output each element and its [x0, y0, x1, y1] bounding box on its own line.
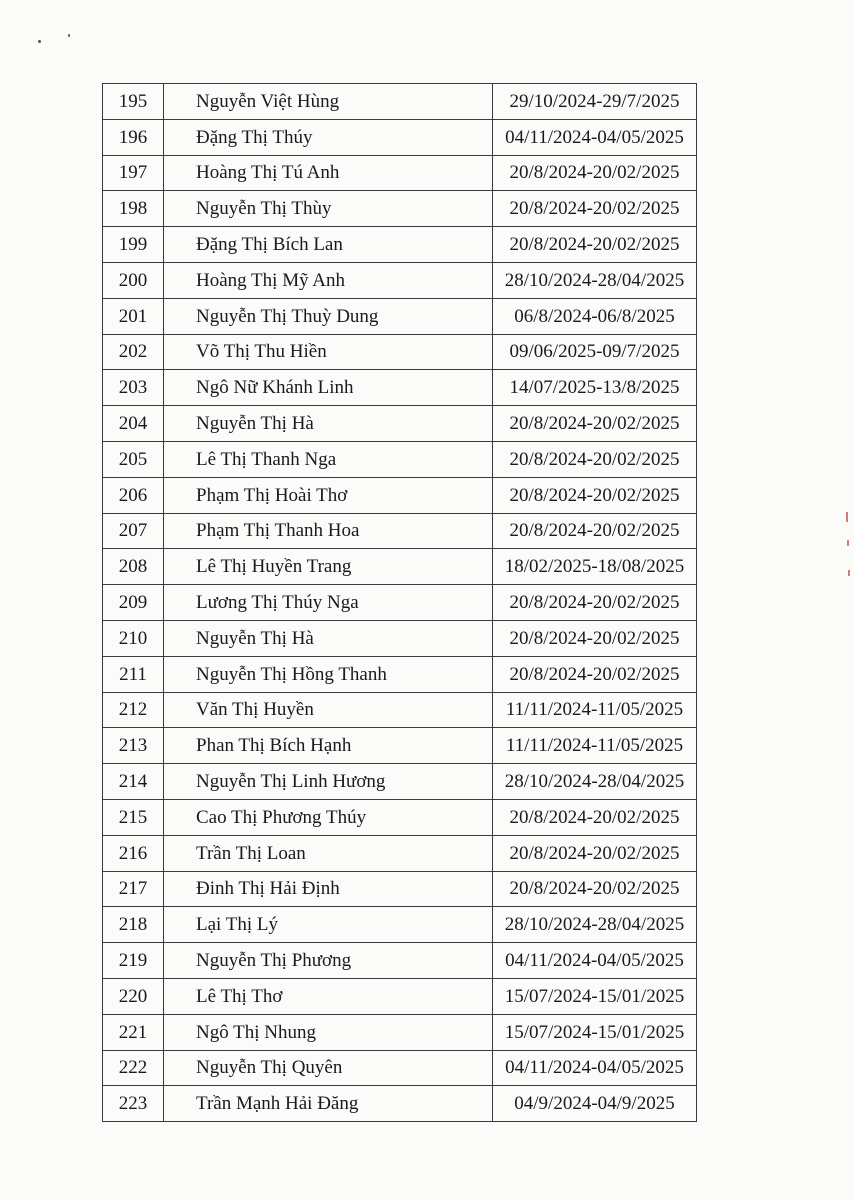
- table-row: [103, 477, 697, 513]
- row-number-cell: 206: [103, 477, 164, 513]
- row-number-cell: 199: [103, 227, 164, 263]
- row-number-cell: 217: [103, 871, 164, 907]
- row-number-cell: 196: [103, 119, 164, 155]
- scan-edge-mark: [848, 570, 850, 576]
- date-range-cell: 20/8/2024-20/02/2025: [493, 191, 697, 227]
- row-number-cell: 214: [103, 764, 164, 800]
- date-range-cell: 20/8/2024-20/02/2025: [493, 406, 697, 442]
- date-range-cell: 28/10/2024-28/04/2025: [493, 262, 697, 298]
- date-range-cell: 20/8/2024-20/02/2025: [493, 227, 697, 263]
- table-row: [103, 84, 697, 120]
- full-name-cell: Phạm Thị Thanh Hoa: [164, 513, 493, 549]
- row-number-cell: 198: [103, 191, 164, 227]
- table-row: [103, 978, 697, 1014]
- row-number-cell: 211: [103, 656, 164, 692]
- date-range-cell: 20/8/2024-20/02/2025: [493, 513, 697, 549]
- row-number-cell: 200: [103, 262, 164, 298]
- row-number-cell: 221: [103, 1014, 164, 1050]
- date-range-cell: 11/11/2024-11/05/2025: [493, 728, 697, 764]
- full-name-cell: Phan Thị Bích Hạnh: [164, 728, 493, 764]
- table-row: [103, 406, 697, 442]
- full-name-cell: Nguyễn Thị Thuỳ Dung: [164, 298, 493, 334]
- table-row: [103, 620, 697, 656]
- table-row: [103, 1086, 697, 1122]
- full-name-cell: Nguyễn Thị Thùy: [164, 191, 493, 227]
- table-row: [103, 441, 697, 477]
- table-row: [103, 155, 697, 191]
- full-name-cell: Hoàng Thị Tú Anh: [164, 155, 493, 191]
- full-name-cell: Cao Thị Phương Thúy: [164, 799, 493, 835]
- row-number-cell: 204: [103, 406, 164, 442]
- full-name-cell: Trần Thị Loan: [164, 835, 493, 871]
- full-name-cell: Lương Thị Thúy Nga: [164, 585, 493, 621]
- row-number-cell: 201: [103, 298, 164, 334]
- date-range-cell: 20/8/2024-20/02/2025: [493, 871, 697, 907]
- date-range-cell: 28/10/2024-28/04/2025: [493, 764, 697, 800]
- table-row: [103, 692, 697, 728]
- date-range-cell: 29/10/2024-29/7/2025: [493, 84, 697, 120]
- row-number-cell: 216: [103, 835, 164, 871]
- row-number-cell: 222: [103, 1050, 164, 1086]
- full-name-cell: Lê Thị Thơ: [164, 978, 493, 1014]
- full-name-cell: Đặng Thị Bích Lan: [164, 227, 493, 263]
- table-row: [103, 799, 697, 835]
- row-number-cell: 218: [103, 907, 164, 943]
- table-row: [103, 227, 697, 263]
- row-number-cell: 209: [103, 585, 164, 621]
- full-name-cell: Ngô Thị Nhung: [164, 1014, 493, 1050]
- table-row: [103, 764, 697, 800]
- roster-table-body: [103, 84, 697, 1122]
- date-range-cell: 04/11/2024-04/05/2025: [493, 1050, 697, 1086]
- scan-speck: [38, 40, 41, 43]
- table-row: [103, 334, 697, 370]
- row-number-cell: 195: [103, 84, 164, 120]
- row-number-cell: 208: [103, 549, 164, 585]
- full-name-cell: Trần Mạnh Hải Đăng: [164, 1086, 493, 1122]
- row-number-cell: 197: [103, 155, 164, 191]
- table-row: [103, 907, 697, 943]
- table-row: [103, 191, 697, 227]
- full-name-cell: Đặng Thị Thúy: [164, 119, 493, 155]
- row-number-cell: 220: [103, 978, 164, 1014]
- full-name-cell: Ngô Nữ Khánh Linh: [164, 370, 493, 406]
- full-name-cell: Lê Thị Thanh Nga: [164, 441, 493, 477]
- row-number-cell: 223: [103, 1086, 164, 1122]
- scan-edge-mark: [847, 540, 849, 546]
- table-row: [103, 585, 697, 621]
- scan-speck: [68, 34, 70, 37]
- row-number-cell: 212: [103, 692, 164, 728]
- date-range-cell: 04/9/2024-04/9/2025: [493, 1086, 697, 1122]
- date-range-cell: 18/02/2025-18/08/2025: [493, 549, 697, 585]
- date-range-cell: 20/8/2024-20/02/2025: [493, 620, 697, 656]
- date-range-cell: 06/8/2024-06/8/2025: [493, 298, 697, 334]
- table-row: [103, 119, 697, 155]
- date-range-cell: 11/11/2024-11/05/2025: [493, 692, 697, 728]
- table-row: [103, 262, 697, 298]
- date-range-cell: 20/8/2024-20/02/2025: [493, 155, 697, 191]
- row-number-cell: 213: [103, 728, 164, 764]
- full-name-cell: Nguyễn Thị Quyên: [164, 1050, 493, 1086]
- row-number-cell: 202: [103, 334, 164, 370]
- scan-edge-mark: [846, 512, 848, 522]
- table-row: [103, 370, 697, 406]
- full-name-cell: Nguyễn Thị Hồng Thanh: [164, 656, 493, 692]
- full-name-cell: Đinh Thị Hải Định: [164, 871, 493, 907]
- full-name-cell: Võ Thị Thu Hiền: [164, 334, 493, 370]
- full-name-cell: Lê Thị Huyền Trang: [164, 549, 493, 585]
- full-name-cell: Nguyễn Thị Hà: [164, 620, 493, 656]
- table-row: [103, 835, 697, 871]
- row-number-cell: 219: [103, 943, 164, 979]
- date-range-cell: 04/11/2024-04/05/2025: [493, 119, 697, 155]
- full-name-cell: Phạm Thị Hoài Thơ: [164, 477, 493, 513]
- date-range-cell: 20/8/2024-20/02/2025: [493, 477, 697, 513]
- date-range-cell: 20/8/2024-20/02/2025: [493, 441, 697, 477]
- table-row: [103, 871, 697, 907]
- date-range-cell: 14/07/2025-13/8/2025: [493, 370, 697, 406]
- row-number-cell: 210: [103, 620, 164, 656]
- table-row: [103, 656, 697, 692]
- full-name-cell: Hoàng Thị Mỹ Anh: [164, 262, 493, 298]
- table-row: [103, 513, 697, 549]
- table-row: [103, 943, 697, 979]
- table-row: [103, 298, 697, 334]
- date-range-cell: 20/8/2024-20/02/2025: [493, 799, 697, 835]
- row-number-cell: 205: [103, 441, 164, 477]
- table-row: [103, 728, 697, 764]
- full-name-cell: Nguyễn Thị Linh Hương: [164, 764, 493, 800]
- date-range-cell: 15/07/2024-15/01/2025: [493, 978, 697, 1014]
- date-range-cell: 20/8/2024-20/02/2025: [493, 835, 697, 871]
- date-range-cell: 15/07/2024-15/01/2025: [493, 1014, 697, 1050]
- full-name-cell: Lại Thị Lý: [164, 907, 493, 943]
- table-row: [103, 549, 697, 585]
- row-number-cell: 203: [103, 370, 164, 406]
- full-name-cell: Văn Thị Huyền: [164, 692, 493, 728]
- date-range-cell: 20/8/2024-20/02/2025: [493, 585, 697, 621]
- date-range-cell: 28/10/2024-28/04/2025: [493, 907, 697, 943]
- full-name-cell: Nguyễn Thị Hà: [164, 406, 493, 442]
- row-number-cell: 215: [103, 799, 164, 835]
- row-number-cell: 207: [103, 513, 164, 549]
- full-name-cell: Nguyễn Thị Phương: [164, 943, 493, 979]
- date-range-cell: 09/06/2025-09/7/2025: [493, 334, 697, 370]
- date-range-cell: 20/8/2024-20/02/2025: [493, 656, 697, 692]
- table-row: [103, 1014, 697, 1050]
- table-row: [103, 1050, 697, 1086]
- roster-table: [102, 83, 697, 1122]
- full-name-cell: Nguyễn Việt Hùng: [164, 84, 493, 120]
- date-range-cell: 04/11/2024-04/05/2025: [493, 943, 697, 979]
